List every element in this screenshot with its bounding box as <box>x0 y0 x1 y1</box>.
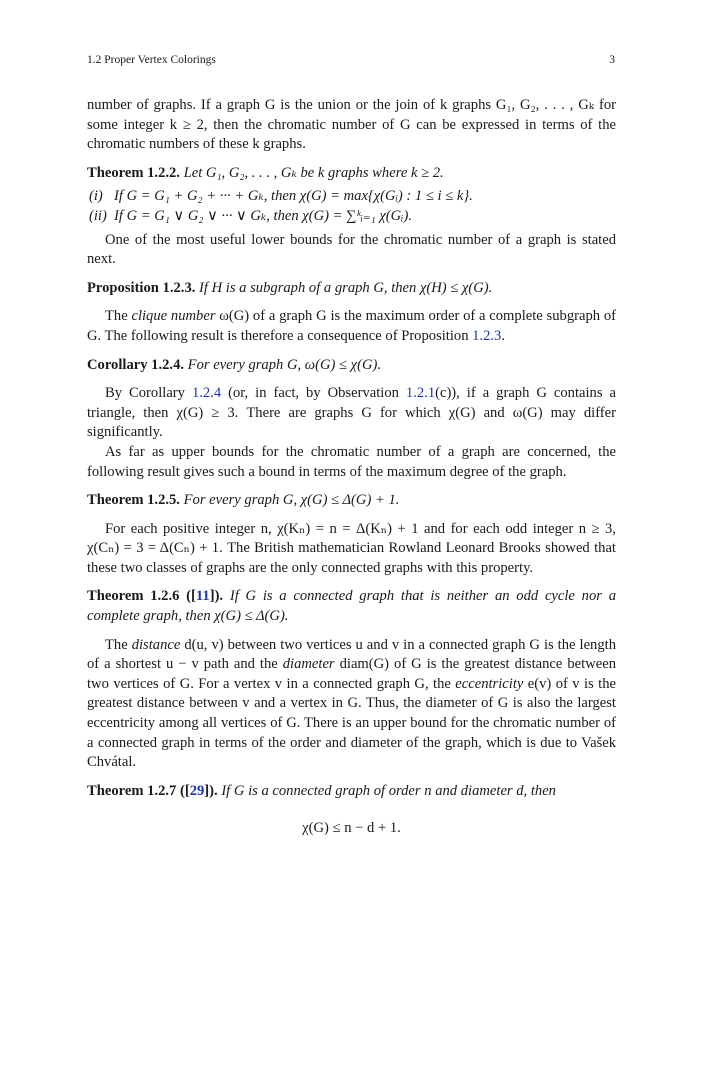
theorem-1-2-6 <box>87 587 616 626</box>
section-title: 1.2 Proper Vertex Colorings <box>87 54 216 66</box>
theorem-item-i <box>87 187 616 207</box>
text: . <box>501 327 505 344</box>
link-proposition-1-2-3[interactable]: 1.2.3 <box>472 327 502 344</box>
text: (c)), if a graph G contains a triangle, then χ(G) ≥ 3. There are graphs G for which χ(G) and ω(G) may differ significantly. <box>87 385 616 441</box>
label-text: Theorem 1.2.6 ([ <box>87 588 196 605</box>
paragraph-distance <box>87 636 616 773</box>
link-observation-1-2-1[interactable]: 1.2.1 <box>405 385 436 402</box>
page-body <box>87 96 616 839</box>
text: ω(G) of a graph G is the maximum order of a complete subgraph of G. The following result is therefore a consequence of Proposition <box>87 308 616 344</box>
paragraph: As far as upper bounds for the chromatic number of a graph are concerned, the following result gives such a bound in terms of the maximum degree of the graph. <box>87 443 616 480</box>
theorem-statement: If G is a connected graph of order n and diameter d, then <box>221 782 556 799</box>
item-text: If G = G₁ ∨ G₂ ∨ ··· ∨ Gₖ, then χ(G) = ∑ᵏᵢ₌₁ χ(Gᵢ). <box>114 207 412 224</box>
paragraph-corollary <box>87 384 616 443</box>
label-text: Theorem 1.2.7 ([ <box>87 782 190 799</box>
item-label: (ii) <box>89 207 107 224</box>
theorem-label <box>87 588 223 604</box>
theorem-1-2-7 <box>87 782 616 802</box>
corollary-label: Corollary 1.2.4. <box>87 356 185 373</box>
item-text: If G = G₁ + G₂ + ··· + Gₖ, then χ(G) = max{χ(Gᵢ) : 1 ≤ i ≤ k}. <box>114 188 473 205</box>
paragraph-brooks: For each positive integer n, χ(Kₙ) = n = Δ(Kₙ) + 1 and for each odd integer n ≥ 3, χ(Cₙ) = 3 = Δ(Cₙ) + 1. The British mathematician Rowland Leonard Brooks showed that these two classes of graphs are the only connected graphs with this property. <box>87 520 616 576</box>
theorem-label: Theorem 1.2.5. <box>87 492 180 509</box>
text: d(u, v) between two vertices u and v in a connected graph G is the length of a shortest u − v path and the <box>87 636 616 673</box>
theorem-label <box>87 783 218 799</box>
text: diam(G) of G is the greatest distance between two vertices of G. For a vertex v in a connected graph G, the <box>87 656 616 692</box>
proposition-1-2-3 <box>87 279 616 299</box>
item-label: (i) <box>89 188 103 205</box>
citation-link[interactable]: 29 <box>189 782 205 799</box>
link-corollary-1-2-4[interactable]: 1.2.4 <box>191 385 222 402</box>
theorem-statement: For every graph G, χ(G) ≤ Δ(G) + 1. <box>183 492 400 509</box>
paragraph-continuation: number of graphs. If a graph G is the union or the join of k graphs G₁, G₂, . . . , Gₖ for some integer k ≥ 2, then the chromatic number of G can be expressed in terms of the chromatic numbers of these k graphs. <box>87 97 616 153</box>
label-text: ]). <box>209 588 224 605</box>
citation-link[interactable]: 11 <box>195 588 210 605</box>
theorem-statement: If G is a connected graph that is neither an odd cycle nor a complete graph, then χ(G) ≤ Δ(G). <box>87 588 616 625</box>
text: By Corollary <box>105 385 192 402</box>
page-number: 3 <box>609 54 615 66</box>
text: (or, in fact, by Observation <box>221 385 406 402</box>
corollary-statement: For every graph G, ω(G) ≤ χ(G). <box>187 356 381 373</box>
proposition-label: Proposition 1.2.3. <box>87 279 196 296</box>
corollary-1-2-4 <box>87 356 616 376</box>
theorem-statement: Let G₁, G₂, . . . , Gₖ be k graphs where k ≥ 2. <box>183 164 444 181</box>
theorem-item-ii <box>87 207 616 227</box>
display-equation: χ(G) ≤ n − d + 1. <box>302 820 401 837</box>
paragraph-clique <box>87 307 616 346</box>
text: The <box>105 636 132 653</box>
theorem-1-2-2 <box>87 164 616 184</box>
term-diameter: diameter <box>282 656 335 673</box>
text: e(v) of v is the greatest distance between v and a vertex in G. Thus, the diameter of G is also the largest eccentricity among all vertices of G. There is an upper bound for the chromatic number of a connected graph in terms of the order and diameter of the graph, which is due to Vašek Chvátal. <box>87 675 616 771</box>
term-distance: distance <box>131 636 181 653</box>
theorem-1-2-5 <box>87 491 616 511</box>
term-eccentricity: eccentricity <box>455 675 524 692</box>
theorem-label: Theorem 1.2.2. <box>87 164 180 181</box>
text: The <box>105 308 132 325</box>
term-clique-number: clique number <box>131 308 216 325</box>
proposition-statement: If H is a subgraph of a graph G, then χ(H) ≤ χ(G). <box>199 279 493 296</box>
paragraph: One of the most useful lower bounds for the chromatic number of a graph is stated next. <box>87 231 616 268</box>
label-text: ]). <box>204 782 218 799</box>
